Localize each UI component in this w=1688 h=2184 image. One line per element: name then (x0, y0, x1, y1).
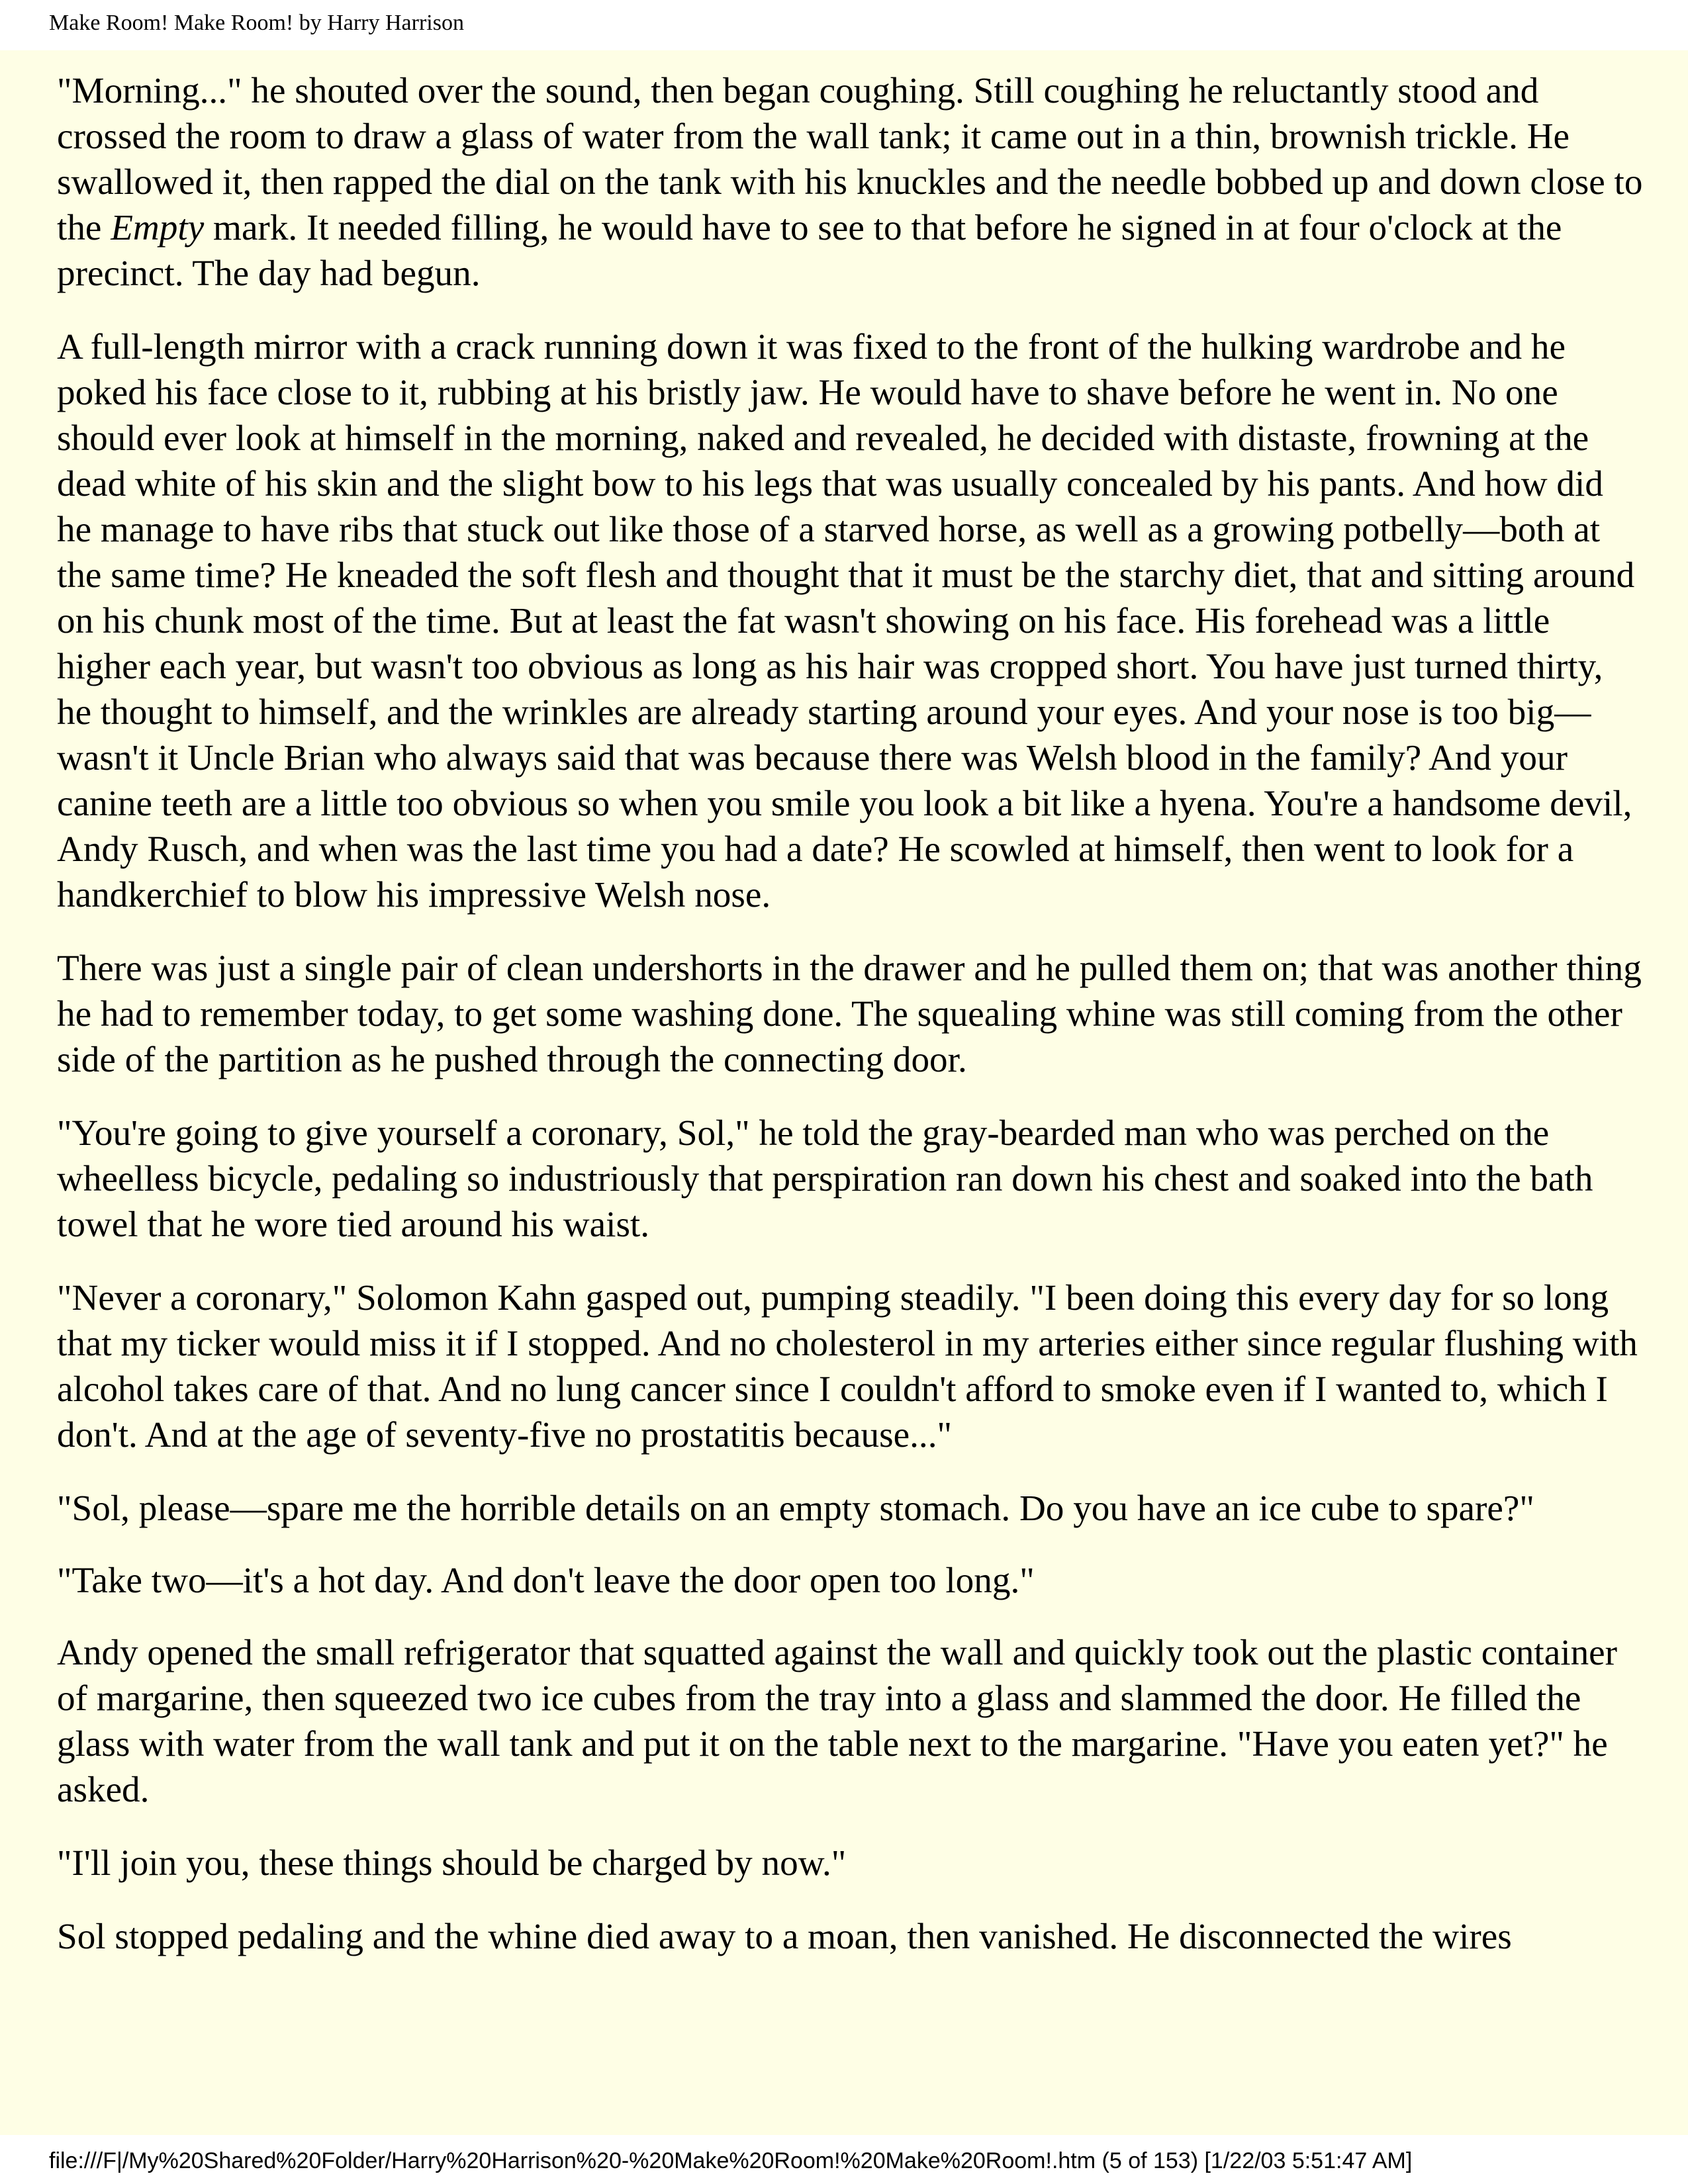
book-text (57, 68, 1646, 1987)
paragraph-1-text-after: mark. It needed filling, he would have to see to that before he signed in at four o'clock at the precinct. The day had begun. (57, 207, 1562, 293)
paragraph-3: There was just a single pair of clean undershorts in the drawer and he pulled them on; that was another thing he had to remember today, to get some washing done. The squealing whine was still coming from the other side of the partition as he pushed through the connecting door. (57, 948, 1642, 1079)
paragraph-2: A full-length mirror with a crack running down it was fixed to the front of the hulking wardrobe and he poked his face close to it, rubbing at his bristly jaw. He would have to shave before he went in. No one should ever look at himself in the morning, naked and revealed, he decided with distaste, frowning at the dead white of his skin and the slight bow to his legs that was usually concealed by his pants. And how did he manage to have ribs that stuck out like those of a starved horse, as well as a growing potbelly—both at the same time? He kneaded the soft flesh and thought that it must be the starchy diet, that and sitting around on his chunk most of the time. But at least the fat wasn't showing on his face. His forehead was a little higher each year, but wasn't too obvious as long as his hair was cropped short. You have just turned thirty, he thought to himself, and the wrinkles are already starting around your eyes. And your nose is too big—wasn't it Uncle Brian who always said that was because there was Welsh blood in the family? And your canine teeth are a little too obvious so when you smile you look a bit like a hyena. You're a handsome devil, Andy Rusch, and when was the last time you had a date? He scowled at himself, then went to look for a handkerchief to blow his impressive Welsh nose. (57, 326, 1635, 915)
paragraph-10: Sol stopped pedaling and the whine died away to a moan, then vanished. He disconnected the wires (57, 1916, 1512, 1956)
page-header-title: Make Room! Make Room! by Harry Harrison (49, 11, 464, 35)
paragraph-9: "I'll join you, these things should be charged by now." (57, 1843, 847, 1883)
browser-print-footer (0, 2135, 1688, 2184)
paragraph-8: Andy opened the small refrigerator that squatted against the wall and quickly took out the plastic container of margarine, then squeezed two ice cubes from the tray into a glass and slammed the door. He filled the glass with water from the wall tank and put it on the table next to the margarine. "Have you eaten yet?" he asked. (57, 1632, 1618, 1809)
paragraph-1-emphasis: Empty (111, 207, 205, 248)
paragraph-4: "You're going to give yourself a coronary, Sol," he told the gray-bearded man who was perched on the wheelless bicycle, pedaling so industriously that perspiration ran down his chest and soaked into the bath towel that he wore tied around his waist. (57, 1113, 1593, 1244)
page-source-url: file:///F|/My%20Shared%20Folder/Harry%20Harrison%20-%20Make%20Room!%20Make%20Room!.htm (5 of 153) [1/22/03 5:51:47 AM] (49, 2148, 1413, 2173)
document-page (0, 50, 1688, 2135)
paragraph-6: "Sol, please—spare me the horrible details on an empty stomach. Do you have an ice cube to spare?" (57, 1488, 1534, 1528)
paragraph-5: "Never a coronary," Solomon Kahn gasped out, pumping steadily. "I been doing this every day for so long that my ticker would miss it if I stopped. And no cholesterol in my arteries either since regular flushing with alcohol takes care of that. And no lung cancer since I couldn't afford to smoke even if I wanted to, which I don't. And at the age of seventy-five no prostatitis because..." (57, 1277, 1638, 1455)
paragraph-1 (57, 68, 1646, 296)
paragraph-1-text-before: "Morning..." he shouted over the sound, then began coughing. Still coughing he reluctantly stood and crossed the room to draw a glass of water from the wall tank; it came out in a thin, brownish trickle. He swallowed it, then rapped the dial on the tank with his knuckles and the needle bobbed up and down close to the (57, 70, 1643, 248)
paragraph-7: "Take two—it's a hot day. And don't leave the door open too long." (57, 1560, 1035, 1600)
browser-print-header (0, 0, 1688, 50)
